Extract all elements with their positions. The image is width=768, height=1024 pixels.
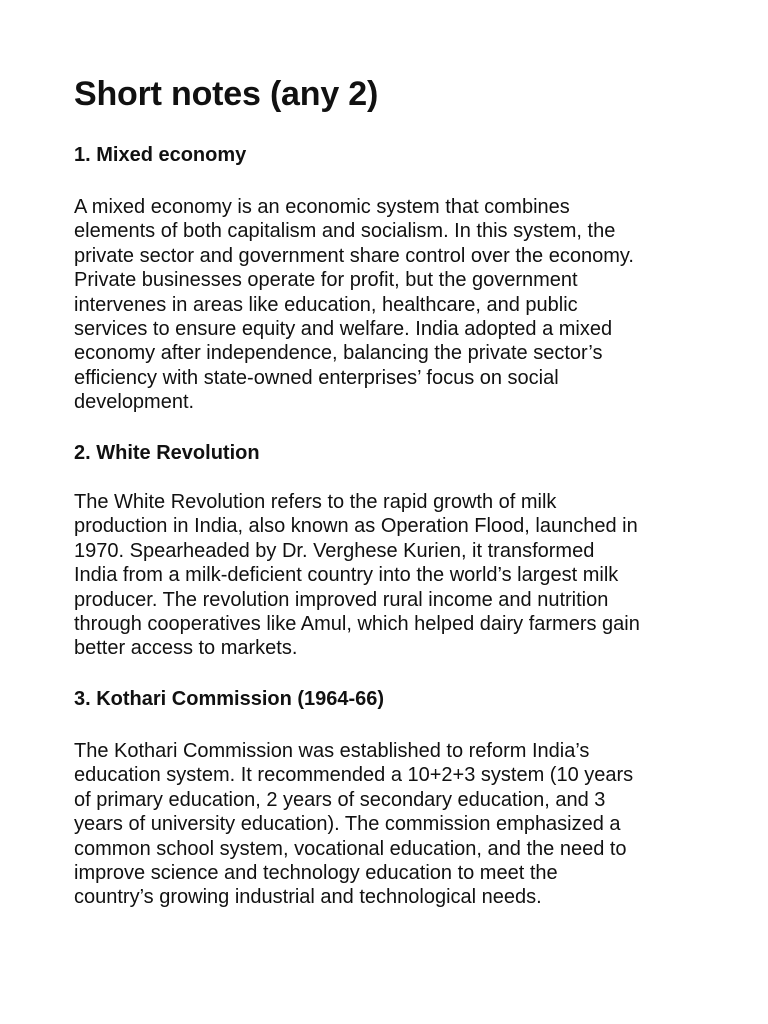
body-line: country’s growing industrial and technological needs. [74, 886, 542, 909]
body-line: 1970. Spearheaded by Dr. Verghese Kurien, it transformed [74, 539, 595, 562]
body-line: through cooperatives like Amul, which helped dairy farmers gain [74, 613, 640, 636]
body-line: The White Revolution refers to the rapid growth of milk [74, 491, 557, 513]
body-line: production in India, also known as Operation Flood, launched in [74, 515, 638, 538]
body-line: education system. It recommended a 10+2+3 system (10 years [74, 764, 634, 787]
body-line: private sector and government share control over the economy. [74, 244, 634, 267]
body-line: elements of both capitalism and socialism. In this system, the [74, 220, 616, 243]
body-line: common school system, vocational education, and the need to [74, 837, 627, 860]
body-line: Private businesses operate for profit, but the government [74, 269, 578, 292]
body-line: producer. The revolution improved rural income and nutrition [74, 588, 609, 611]
section-body-mixed-economy [74, 195, 634, 415]
section-body-white-revolution [74, 490, 640, 661]
section-heading-mixed-economy: 1. Mixed economy [74, 144, 247, 166]
body-line: intervenes in areas like education, healthcare, and public [74, 293, 578, 316]
section-heading-kothari-commission: 3. Kothari Commission (1964-66) [74, 688, 385, 710]
body-line: economy after independence, balancing the private sector’s [74, 342, 603, 365]
section-heading-white-revolution: 2. White Revolution [74, 442, 260, 464]
page-title: Short notes (any 2) [74, 75, 379, 113]
body-line: services to ensure equity and welfare. India adopted a mixed [74, 318, 613, 341]
body-line: A mixed economy is an economic system that combines [74, 196, 570, 218]
body-line: better access to markets. [74, 637, 298, 660]
body-line: efficiency with state-owned enterprises’ focus on social [74, 366, 559, 389]
body-line: development. [74, 391, 195, 414]
body-line: of primary education, 2 years of secondary education, and 3 [74, 788, 606, 811]
body-line: India from a milk-deficient country into the world’s largest milk [74, 564, 619, 587]
section-body-kothari-commission [74, 739, 633, 910]
body-line: improve science and technology education to meet the [74, 862, 558, 885]
body-line: years of university education). The commission emphasized a [74, 813, 621, 836]
body-line: The Kothari Commission was established to reform India’s [74, 740, 590, 762]
